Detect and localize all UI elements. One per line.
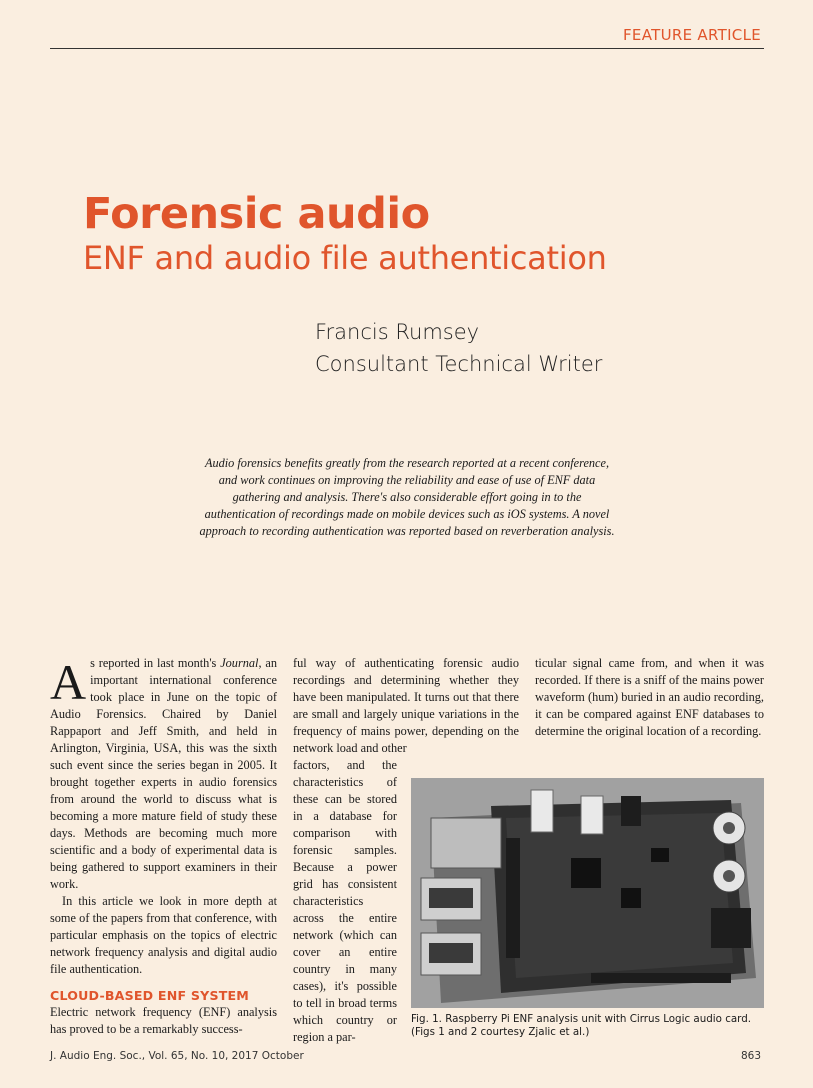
body-column-2-wrap <box>293 757 397 1046</box>
header-rule <box>50 48 764 49</box>
section-heading: CLOUD-BASED ENF SYSTEM <box>50 988 250 1003</box>
journal-ref: Journal <box>220 656 259 670</box>
caption-line-2: (Figs 1 and 2 courtesy Zjalic et al.) <box>411 1026 590 1038</box>
author-block <box>315 316 602 380</box>
author-name: Francis Rumsey <box>315 320 480 344</box>
footer-citation: J. Audio Eng. Soc., Vol. 65, No. 10, 2017 October <box>50 1050 304 1062</box>
paragraph-3: Electric network frequency (ENF) analysis has proved to be a remarkably success- <box>50 1005 277 1036</box>
figure-caption <box>411 1013 771 1039</box>
paragraph-col3: ticular signal came from, and when it was recorded. If there is a sniff of the mains power waveform (hum) buried in an audio recording, it can be compared against ENF databases to determine the original location of a recording. <box>535 656 764 738</box>
caption-line-1: Fig. 1. Raspberry Pi ENF analysis unit with Cirrus Logic audio card. <box>411 1013 752 1025</box>
paragraph-col2-wrap: factors, and the characteristics of these can be stored in a database for comparison with forensic samples. Because a power grid has consistent characteristics across the entire network (which can cover an entire country in many cases), it's possible to tell in broad terms which country or region a par- <box>293 758 397 1044</box>
abstract: Audio forensics benefits greatly from the research reported at a recent conference, and work continues on improving the reliability and ease of use of ENF data gathering and analysis. There's also considerable effort going in to the authentication of recordings made on mobile devices such as iOS systems. A novel approach to recording authentication was reported based on reverberation analysis. <box>199 456 615 538</box>
page-number: 863 <box>740 1050 761 1062</box>
figure-photo <box>411 778 764 1008</box>
body-column-1 <box>50 655 277 978</box>
drop-cap: A <box>50 654 87 710</box>
body-column-2 <box>293 655 519 757</box>
intro-text-b: , an important international conference took place in June on the topic of Audio Forensics. Chaired by Daniel Rappaport and Jeff Smith, and held in Arlington, Virginia, USA, this was the sixth such event since the series began in 2005. It brought together experts in audio forensics from around the world to discuss what is becoming a more mature field of study these days. Methods are becoming much more scientific and a body of experimental data is being gathered to support examiners in their work. <box>50 656 277 891</box>
paragraph-2: In this article we look in more depth at some of the papers from that conference, with particular emphasis on the topics of electric network frequency analysis and digital audio file authentication. <box>50 894 277 976</box>
author-role: Consultant Technical Writer <box>315 352 603 376</box>
body-column-3 <box>535 655 764 740</box>
article-title: Forensic audio <box>83 189 430 239</box>
body-column-1-end <box>50 1004 277 1038</box>
paragraph-intro <box>50 655 277 893</box>
raspberry-pi-photo <box>411 778 764 1008</box>
section-label: FEATURE ARTICLE <box>623 26 761 44</box>
article-subtitle: ENF and audio file authentication <box>83 239 607 277</box>
intro-text-a: s reported in last month's <box>90 656 221 670</box>
paragraph-col2-top: ful way of authenticating forensic audio recordings and determining whether they have been manipulated. It turns out that there are small and largely unique variations in the frequency of mains power, depending on the network load and other <box>293 656 519 755</box>
